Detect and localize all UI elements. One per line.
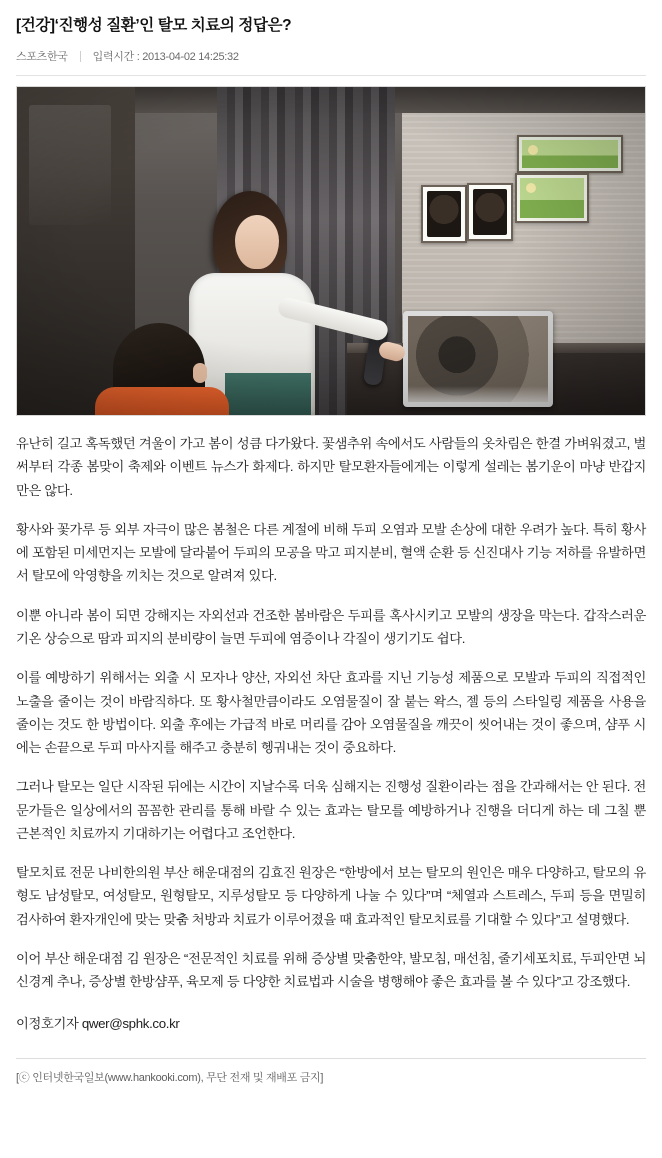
photo-wall-chart <box>515 173 589 223</box>
timestamp: 입력시간 : 2013-04-02 14:25:32 <box>92 51 239 64</box>
byline-divider <box>80 51 81 62</box>
photo-scalp-photo-left <box>421 185 467 243</box>
byline <box>16 48 646 64</box>
article-paragraph: 탈모치료 전문 나비한의원 부산 해운대점의 김효진 원장은 “한방에서 보는 탈모의 원인은 매우 다양하고, 탈모의 유형도 남성탈모, 여성탈모, 원형탈모, 지루성탈모 등 다양하게 나눌 수 있다”며 “체열과 스트레스, 두피 등을 면밀히 검사하여 환자개인에 맞는 맞춤 처방과 치료가 이루어졌을 때 효과적인 탈모치료를 기대할 수 있다”고 설명했다. <box>16 865 646 927</box>
photo-patient-ear <box>193 363 207 383</box>
photo-scalp-photo-right <box>467 183 513 241</box>
article-paragraph: 그러나 탈모는 일단 시작된 뒤에는 시간이 지날수록 더욱 심해지는 진행성 질환이라는 점을 간과해서는 안 된다. 전문가들은 일상에서의 꼼꼼한 관리를 통해 바랄 수 있는 효과는 탈모를 예방하거나 진행을 더디게 하는 데 그칠 뿐 근본적인 치료까지 기대하기는 어렵다고 조언한다. <box>16 779 646 841</box>
article-photo-wrap <box>16 86 646 416</box>
photo-monitor-screen <box>403 311 553 407</box>
article-paragraph: 이뿐 아니라 봄이 되면 강해지는 자외선과 건조한 봄바람은 두피를 혹사시키고 모발의 생장을 막는다. 갑작스러운 기온 상승으로 땀과 피지의 분비량이 늘면 두피에 염증이나 각질이 생기기도 쉽다. <box>16 607 646 646</box>
page-title: [건강]‘진행성 질환’인 탈모 치료의 정답은? <box>16 17 292 34</box>
article-paragraph: 유난히 길고 혹독했던 겨울이 가고 봄이 성큼 다가왔다. 꽃샘추위 속에서도 사람들의 옷차림은 한결 가벼워졌고, 벌써부터 각종 봄맞이 축제와 이벤트 뉴스가 화제다. 하지만 탈모환자들에게는 이렇게 설레는 봄기운이 마냥 반갑지만은 않다. <box>16 436 646 498</box>
header-divider <box>16 75 646 76</box>
source-name: 스포츠한국 <box>16 51 68 64</box>
photo-scalp-scan-image <box>408 316 548 402</box>
photo-patient-shirt <box>95 387 229 416</box>
article-photo <box>16 86 646 416</box>
article-body <box>16 432 646 993</box>
photo-practitioner-face <box>235 215 279 269</box>
article-paragraph: 이를 예방하기 위해서는 외출 시 모자나 양산, 자외선 차단 효과를 지닌 기능성 제품으로 모발과 두피의 직접적인 노출을 줄이는 것이 바람직하다. 또 황사철만큼이라도 오염물질이 잘 붙는 왁스, 젤 등의 스타일링 제품을 사용을 줄이는 것도 한 방법이다. 외출 후에는 가급적 바로 머리를 감아 오염물질을 깨끗이 씻어내는 것이 좋으며, 샴푸 시에는 손끝으로 두피 마사지를 해주고 충분히 헹궈내는 것이 중요하다. <box>16 670 646 756</box>
article-paragraph: 이어 부산 해운대점 김 원장은 “전문적인 치료를 위해 증상별 맞춤한약, 발모침, 매선침, 줄기세포치료, 두피안면 뇌신경계 추나, 증상별 한방샴푸, 육모제 등 다양한 치료법과 시술을 병행해야 좋은 효과를 볼 수 있다”고 강조했다. <box>16 950 646 990</box>
article-paragraph: 황사와 꽃가루 등 외부 자극이 많은 봄철은 다른 계절에 비해 두피 오염과 모발 손상에 대한 우려가 높다. 특히 황사에 포함된 미세먼지는 모발에 달라붙어 두피의 모공을 막고 피지분비, 혈액 순환 등 신진대사 기능 저하를 유발하면서 탈모에 악영향을 끼치는 것으로 알려져 있다. <box>16 521 646 584</box>
footer-divider <box>16 1058 646 1059</box>
photo-wall-poster <box>517 135 623 173</box>
photo-practitioner-skirt <box>225 373 311 416</box>
reporter-signature: 이정호기자 qwer@sphk.co.kr <box>16 1016 180 1032</box>
copyright-notice: [ⓒ 인터넷한국일보(www.hankooki.com), 무단 전재 및 재배포 금지] <box>16 1072 324 1085</box>
